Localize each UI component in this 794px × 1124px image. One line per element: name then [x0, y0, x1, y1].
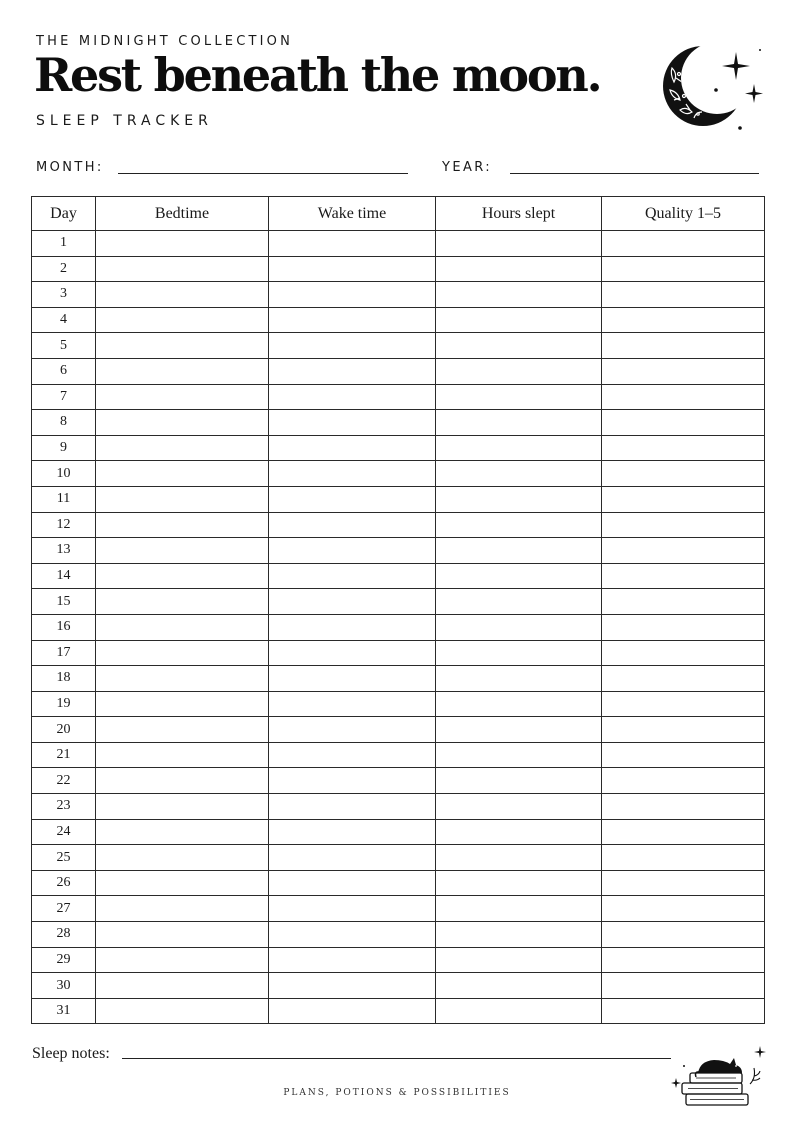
day-cell: 9: [32, 435, 96, 461]
hours-slept-cell[interactable]: [436, 410, 602, 436]
wake-time-cell[interactable]: [269, 384, 436, 410]
day-cell: 2: [32, 256, 96, 282]
quality-cell[interactable]: [602, 768, 765, 794]
table-row: [32, 998, 765, 1024]
day-cell: 7: [32, 384, 96, 410]
table-row: [32, 435, 765, 461]
table-row: [32, 717, 765, 743]
table-row: [32, 896, 765, 922]
quality-cell[interactable]: [602, 589, 765, 615]
bedtime-cell[interactable]: [96, 896, 269, 922]
wake-time-cell[interactable]: [269, 870, 436, 896]
wake-time-cell[interactable]: [269, 794, 436, 820]
quality-cell[interactable]: [602, 512, 765, 538]
quality-cell[interactable]: [602, 922, 765, 948]
hours-slept-cell[interactable]: [436, 922, 602, 948]
hours-slept-cell[interactable]: [436, 742, 602, 768]
quality-cell[interactable]: [602, 384, 765, 410]
table-row: [32, 384, 765, 410]
day-cell: 31: [32, 998, 96, 1024]
hours-slept-cell[interactable]: [436, 333, 602, 359]
wake-time-cell[interactable]: [269, 461, 436, 487]
day-cell: 3: [32, 282, 96, 308]
hours-slept-cell[interactable]: [436, 563, 602, 589]
table-row: [32, 845, 765, 871]
page-title: Rest beneath the moon.: [34, 48, 601, 102]
collection-label: THE MIDNIGHT COLLECTION: [36, 34, 294, 49]
month-input-line[interactable]: [118, 173, 408, 174]
quality-cell[interactable]: [602, 973, 765, 999]
crescent-moon-stars-icon: [660, 38, 770, 138]
bedtime-cell[interactable]: [96, 691, 269, 717]
day-cell: 14: [32, 563, 96, 589]
hours-slept-cell[interactable]: [436, 461, 602, 487]
table-row: [32, 256, 765, 282]
quality-cell[interactable]: [602, 563, 765, 589]
hours-slept-cell[interactable]: [436, 307, 602, 333]
table-row: [32, 614, 765, 640]
day-cell: 20: [32, 717, 96, 743]
year-label: YEAR:: [442, 160, 493, 175]
hours-slept-cell[interactable]: [436, 691, 602, 717]
table-row: [32, 358, 765, 384]
quality-cell[interactable]: [602, 435, 765, 461]
day-cell: 28: [32, 922, 96, 948]
quality-cell[interactable]: [602, 614, 765, 640]
sleep-notes-input-line[interactable]: [122, 1058, 671, 1059]
hours-slept-cell[interactable]: [436, 947, 602, 973]
wake-time-cell[interactable]: [269, 333, 436, 359]
quality-cell[interactable]: [602, 282, 765, 308]
wake-time-cell[interactable]: [269, 691, 436, 717]
wake-time-cell[interactable]: [269, 563, 436, 589]
hours-slept-cell[interactable]: [436, 231, 602, 257]
hours-slept-cell[interactable]: [436, 435, 602, 461]
bedtime-cell[interactable]: [96, 461, 269, 487]
hours-slept-cell[interactable]: [436, 282, 602, 308]
day-cell: 16: [32, 614, 96, 640]
table-body: [32, 231, 765, 1024]
table-row: [32, 538, 765, 564]
bedtime-cell[interactable]: [96, 231, 269, 257]
bedtime-cell[interactable]: [96, 307, 269, 333]
wake-time-cell[interactable]: [269, 614, 436, 640]
table-row: [32, 870, 765, 896]
day-cell: 29: [32, 947, 96, 973]
wake-time-cell[interactable]: [269, 410, 436, 436]
hours-slept-cell[interactable]: [436, 998, 602, 1024]
day-cell: 30: [32, 973, 96, 999]
bedtime-cell[interactable]: [96, 282, 269, 308]
day-cell: 15: [32, 589, 96, 615]
bedtime-cell[interactable]: [96, 384, 269, 410]
wake-time-cell[interactable]: [269, 231, 436, 257]
sleep-notes-label: Sleep notes:: [32, 1045, 110, 1062]
table-row: [32, 307, 765, 333]
footer-tagline: PLANS, POTIONS & POSSIBILITIES: [283, 1088, 511, 1098]
bedtime-cell[interactable]: [96, 358, 269, 384]
hours-slept-cell[interactable]: [436, 486, 602, 512]
day-cell: 26: [32, 870, 96, 896]
sleep-tracker-table: [31, 196, 765, 1024]
wake-time-cell[interactable]: [269, 435, 436, 461]
wake-time-cell[interactable]: [269, 819, 436, 845]
hours-slept-cell[interactable]: [436, 896, 602, 922]
quality-cell[interactable]: [602, 461, 765, 487]
column-header-quality: Quality 1–5: [602, 197, 765, 231]
table-row: [32, 589, 765, 615]
quality-cell[interactable]: [602, 640, 765, 666]
day-cell: 8: [32, 410, 96, 436]
table-row: [32, 742, 765, 768]
hours-slept-cell[interactable]: [436, 640, 602, 666]
quality-cell[interactable]: [602, 307, 765, 333]
day-cell: 25: [32, 845, 96, 871]
bedtime-cell[interactable]: [96, 435, 269, 461]
day-cell: 10: [32, 461, 96, 487]
bedtime-cell[interactable]: [96, 768, 269, 794]
hours-slept-cell[interactable]: [436, 384, 602, 410]
hours-slept-cell[interactable]: [436, 666, 602, 692]
table-row: [32, 282, 765, 308]
quality-cell[interactable]: [602, 358, 765, 384]
bedtime-cell[interactable]: [96, 666, 269, 692]
wake-time-cell[interactable]: [269, 922, 436, 948]
hours-slept-cell[interactable]: [436, 768, 602, 794]
hours-slept-cell[interactable]: [436, 845, 602, 871]
bedtime-cell[interactable]: [96, 845, 269, 871]
table-row: [32, 333, 765, 359]
wake-time-cell[interactable]: [269, 538, 436, 564]
table-row: [32, 512, 765, 538]
day-cell: 4: [32, 307, 96, 333]
wake-time-cell[interactable]: [269, 896, 436, 922]
wake-time-cell[interactable]: [269, 307, 436, 333]
quality-cell[interactable]: [602, 998, 765, 1024]
wake-time-cell[interactable]: [269, 358, 436, 384]
bedtime-cell[interactable]: [96, 998, 269, 1024]
cat-on-books-icon: [670, 1044, 768, 1108]
bedtime-cell[interactable]: [96, 512, 269, 538]
hours-slept-cell[interactable]: [436, 358, 602, 384]
bedtime-cell[interactable]: [96, 794, 269, 820]
wake-time-cell[interactable]: [269, 973, 436, 999]
table-row: [32, 461, 765, 487]
bedtime-cell[interactable]: [96, 538, 269, 564]
bedtime-cell[interactable]: [96, 589, 269, 615]
wake-time-cell[interactable]: [269, 768, 436, 794]
wake-time-cell[interactable]: [269, 742, 436, 768]
day-cell: 13: [32, 538, 96, 564]
bedtime-cell[interactable]: [96, 947, 269, 973]
bedtime-cell[interactable]: [96, 614, 269, 640]
quality-cell[interactable]: [602, 333, 765, 359]
quality-cell[interactable]: [602, 486, 765, 512]
column-header-day: Day: [32, 197, 96, 231]
bedtime-cell[interactable]: [96, 717, 269, 743]
quality-cell[interactable]: [602, 691, 765, 717]
wake-time-cell[interactable]: [269, 947, 436, 973]
day-cell: 18: [32, 666, 96, 692]
table-row: [32, 768, 765, 794]
quality-cell[interactable]: [602, 845, 765, 871]
table-row: [32, 973, 765, 999]
hours-slept-cell[interactable]: [436, 819, 602, 845]
hours-slept-cell[interactable]: [436, 538, 602, 564]
bedtime-cell[interactable]: [96, 973, 269, 999]
day-cell: 19: [32, 691, 96, 717]
wake-time-cell[interactable]: [269, 640, 436, 666]
table-row: [32, 231, 765, 257]
quality-cell[interactable]: [602, 742, 765, 768]
bedtime-cell[interactable]: [96, 410, 269, 436]
day-cell: 5: [32, 333, 96, 359]
bedtime-cell[interactable]: [96, 742, 269, 768]
quality-cell[interactable]: [602, 538, 765, 564]
hours-slept-cell[interactable]: [436, 614, 602, 640]
day-cell: 21: [32, 742, 96, 768]
wake-time-cell[interactable]: [269, 666, 436, 692]
table-row: [32, 691, 765, 717]
wake-time-cell[interactable]: [269, 512, 436, 538]
table-row: [32, 640, 765, 666]
table-row: [32, 486, 765, 512]
column-header-bedtime: Bedtime: [96, 197, 269, 231]
hours-slept-cell[interactable]: [436, 717, 602, 743]
bedtime-cell[interactable]: [96, 486, 269, 512]
day-cell: 23: [32, 794, 96, 820]
day-cell: 6: [32, 358, 96, 384]
wake-time-cell[interactable]: [269, 256, 436, 282]
page-subtitle: SLEEP TRACKER: [36, 113, 213, 129]
month-label: MONTH:: [36, 160, 104, 175]
hours-slept-cell[interactable]: [436, 512, 602, 538]
column-header-hours-slept: Hours slept: [436, 197, 602, 231]
table-row: [32, 794, 765, 820]
table-header-row: [32, 197, 765, 231]
quality-cell[interactable]: [602, 717, 765, 743]
quality-cell[interactable]: [602, 870, 765, 896]
day-cell: 27: [32, 896, 96, 922]
wake-time-cell[interactable]: [269, 717, 436, 743]
wake-time-cell[interactable]: [269, 282, 436, 308]
hours-slept-cell[interactable]: [436, 973, 602, 999]
wake-time-cell[interactable]: [269, 589, 436, 615]
bedtime-cell[interactable]: [96, 819, 269, 845]
table-row: [32, 819, 765, 845]
table-row: [32, 666, 765, 692]
bedtime-cell[interactable]: [96, 640, 269, 666]
column-header-wake-time: Wake time: [269, 197, 436, 231]
quality-cell[interactable]: [602, 666, 765, 692]
day-cell: 12: [32, 512, 96, 538]
day-cell: 22: [32, 768, 96, 794]
day-cell: 17: [32, 640, 96, 666]
bedtime-cell[interactable]: [96, 256, 269, 282]
bedtime-cell[interactable]: [96, 922, 269, 948]
hours-slept-cell[interactable]: [436, 870, 602, 896]
quality-cell[interactable]: [602, 410, 765, 436]
quality-cell[interactable]: [602, 819, 765, 845]
year-input-line[interactable]: [510, 173, 759, 174]
table-row: [32, 922, 765, 948]
day-cell: 11: [32, 486, 96, 512]
hours-slept-cell[interactable]: [436, 794, 602, 820]
bedtime-cell[interactable]: [96, 563, 269, 589]
table-row: [32, 410, 765, 436]
day-cell: 24: [32, 819, 96, 845]
wake-time-cell[interactable]: [269, 486, 436, 512]
bedtime-cell[interactable]: [96, 870, 269, 896]
quality-cell[interactable]: [602, 231, 765, 257]
table-row: [32, 563, 765, 589]
quality-cell[interactable]: [602, 256, 765, 282]
quality-cell[interactable]: [602, 794, 765, 820]
table-row: [32, 947, 765, 973]
bedtime-cell[interactable]: [96, 333, 269, 359]
quality-cell[interactable]: [602, 947, 765, 973]
hours-slept-cell[interactable]: [436, 256, 602, 282]
wake-time-cell[interactable]: [269, 845, 436, 871]
quality-cell[interactable]: [602, 896, 765, 922]
hours-slept-cell[interactable]: [436, 589, 602, 615]
day-cell: 1: [32, 231, 96, 257]
wake-time-cell[interactable]: [269, 998, 436, 1024]
